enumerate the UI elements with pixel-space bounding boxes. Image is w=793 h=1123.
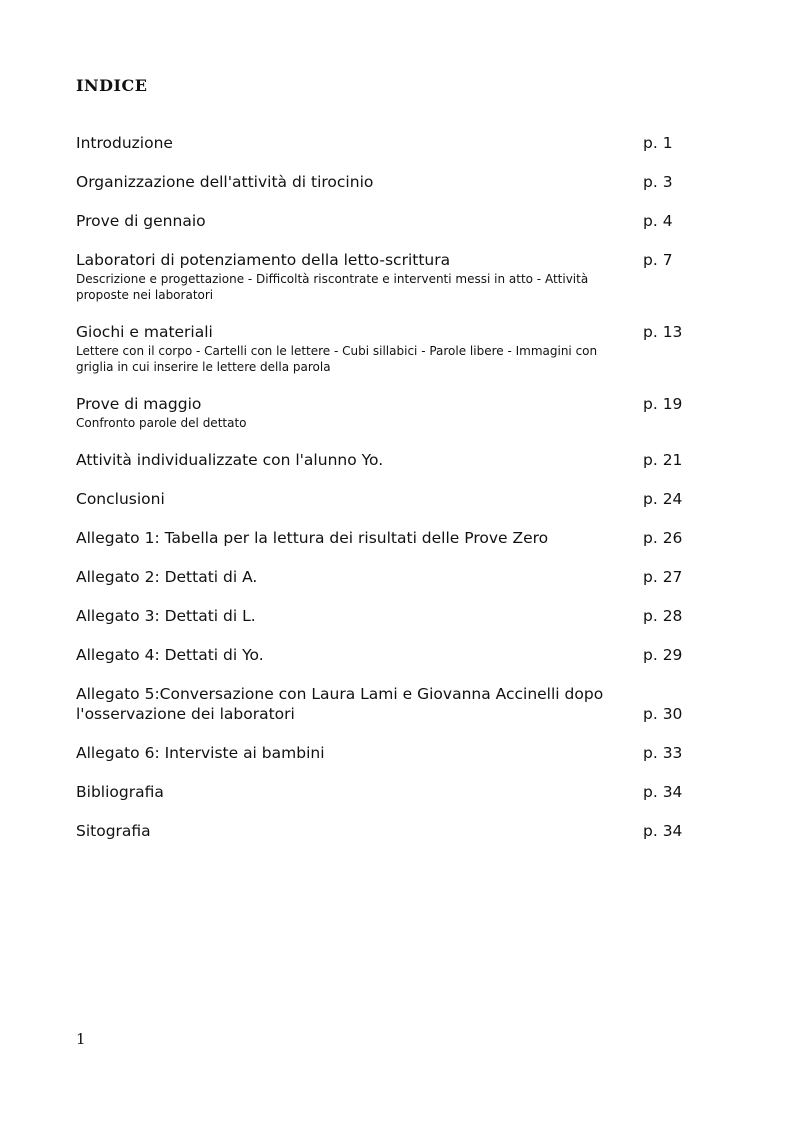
toc-entry-introduzione	[76, 133, 688, 153]
toc-entry-page: p. 28	[643, 607, 683, 625]
toc-entry-title: Prove di gennaio	[76, 212, 206, 230]
page-number: 1	[76, 1030, 86, 1048]
toc-entry-title: Sitografia	[76, 822, 151, 840]
toc-entry-title: Attività individualizzate con l'alunno Yo.	[76, 451, 384, 469]
page-title: INDICE	[76, 76, 148, 95]
toc-entry-page: p. 19	[643, 395, 683, 413]
toc-entry-title: Allegato 1: Tabella per la lettura dei risultati delle Prove Zero	[76, 529, 549, 547]
table-of-contents	[76, 133, 688, 860]
toc-entry-allegato-6	[76, 743, 688, 763]
toc-entry-giochi	[76, 322, 688, 375]
toc-entry-subtitle: Descrizione e progettazione - Difficoltà riscontrate e interventi messi in atto - Attività proposte nei laboratori	[76, 272, 589, 302]
toc-entry-page: p. 13	[643, 323, 683, 341]
toc-entry-title: Bibliografia	[76, 783, 164, 801]
toc-entry-page: p. 33	[643, 744, 683, 762]
toc-entry-title: Giochi e materiali	[76, 323, 213, 341]
toc-entry-page: p. 3	[643, 173, 673, 191]
toc-entry-title: Allegato 5:Conversazione con Laura Lami e Giovanna Accinelli dopo l'osservazione dei laboratori	[76, 685, 604, 723]
toc-entry-title: Allegato 6: Interviste ai bambini	[76, 744, 325, 762]
toc-entry-subtitle: Lettere con il corpo - Cartelli con le lettere - Cubi sillabici - Parole libere - Immagini con griglia in cui inserire le lettere della parola	[76, 344, 598, 374]
toc-entry-subtitle: Confronto parole del dettato	[76, 416, 247, 430]
toc-entry-page: p. 34	[643, 822, 683, 840]
toc-entry-title: Allegato 2: Dettati di A.	[76, 568, 258, 586]
toc-entry-page: p. 7	[643, 251, 673, 269]
toc-entry-page: p. 27	[643, 568, 683, 586]
toc-entry-allegato-3	[76, 606, 688, 626]
toc-entry-allegato-5	[76, 684, 688, 724]
toc-entry-title: Organizzazione dell'attività di tirocinio	[76, 173, 374, 191]
toc-entry-title: Allegato 3: Dettati di L.	[76, 607, 256, 625]
toc-entry-page: p. 4	[643, 212, 673, 230]
toc-entry-page: p. 29	[643, 646, 683, 664]
toc-entry-page: p. 24	[643, 490, 683, 508]
toc-entry-title: Allegato 4: Dettati di Yo.	[76, 646, 264, 664]
toc-entry-title: Introduzione	[76, 134, 173, 152]
toc-entry-title: Prove di maggio	[76, 395, 202, 413]
toc-entry-sitografia	[76, 821, 688, 841]
toc-entry-allegato-4	[76, 645, 688, 665]
toc-entry-allegato-2	[76, 567, 688, 587]
toc-entry-attivita-individualizzate	[76, 450, 688, 470]
toc-entry-page: p. 26	[643, 529, 683, 547]
toc-entry-page: p. 30	[643, 705, 683, 723]
toc-entry-page: p. 21	[643, 451, 683, 469]
toc-entry-conclusioni	[76, 489, 688, 509]
toc-entry-title: Laboratori di potenziamento della letto-scrittura	[76, 251, 451, 269]
toc-entry-page: p. 1	[643, 134, 673, 152]
toc-entry-page: p. 34	[643, 783, 683, 801]
toc-entry-prove-gennaio	[76, 211, 688, 231]
toc-entry-allegato-1	[76, 528, 688, 548]
toc-entry-organizzazione	[76, 172, 688, 192]
toc-entry-laboratori	[76, 250, 688, 303]
toc-entry-prove-maggio	[76, 394, 688, 431]
toc-entry-title: Conclusioni	[76, 490, 165, 508]
toc-entry-bibliografia	[76, 782, 688, 802]
